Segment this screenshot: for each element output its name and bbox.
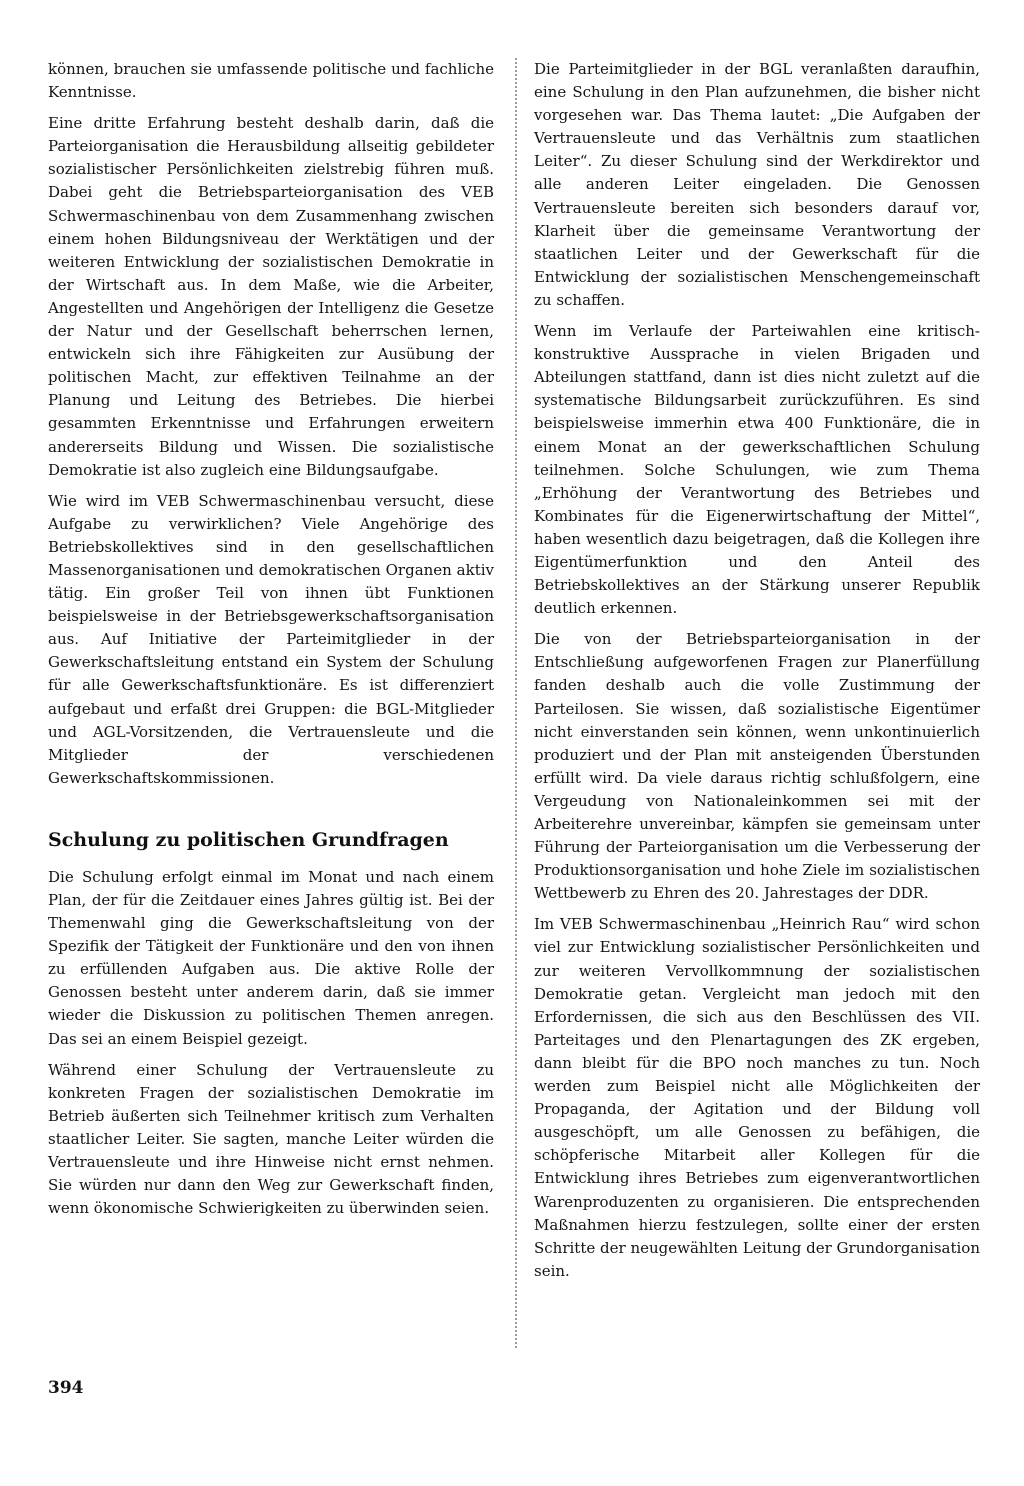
column-divider	[515, 58, 517, 1348]
paragraph: Wenn im Verlaufe der Parteiwahlen eine kritisch-konstruktive Aussprache in vielen Brigaden und Abteilungen stattfand, dann ist dies nicht zuletzt auf die systematische Bildungsarbeit zurückzuführen. Es sind beispielsweise immerhin etwa 400 Funktionäre, die in einem Monat an der gewerkschaftlichen Schulung teilnehmen. Solche Schulungen, wie zum Thema „Erhöhung der Verantwortung des Betriebes und Kombinates für die Eigenerwirtschaftung der Mittel“, haben wesentlich dazu beigetragen, daß die Kollegen ihre Eigentümerfunktion und den Anteil des Betriebskollektives an der Stärkung unserer Republik deutlich erkennen.	[534, 322, 980, 618]
paragraph: Die Schulung erfolgt einmal im Monat und nach einem Plan, der für die Zeitdauer eines Jahres gültig ist. Bei der Themenwahl ging die Gewerkschaftsleitung von der Spezifik der Tätigkeit der Funktionäre und den von ihnen zu erfüllenden Aufgaben aus. Die aktive Rolle der Genossen besteht unter anderem darin, daß sie immer wieder die Diskussion zu politischen Themen anregen. Das sei an einem Beispiel gezeigt.	[48, 867, 494, 1048]
paragraph: Die von der Betriebsparteiorganisation in der Entschließung aufgeworfenen Fragen zur Planerfüllung fanden deshalb auch die volle Zustimmung der Parteilosen. Sie wissen, daß sozialistische Eigentümer nicht einverstanden sein können, wenn unkontinuierlich produziert und der Plan mit ansteigenden Überstunden erfüllt wird. Da viele daraus richtig schlußfolgern, eine Vergeudung von Nationaleinkommen sei mit der Arbeiterehre unvereinbar, kämpfen sie gemeinsam unter Führung der Parteiorganisation um die Verbesserung der Produktionsorganisation und hohe Ziele im sozialistischen Wettbewerb zu Ehren des 20. Jahrestages der DDR.	[534, 630, 980, 903]
section-heading: Schulung zu politischen Grundfragen	[48, 828, 449, 851]
page-number: 394	[48, 1378, 84, 1398]
paragraph: Während einer Schulung der Vertrauensleute zu konkreten Fragen der sozialistischen Demokratie im Betrieb äußerten sich Teilnehmer kritisch zum Verhalten staatlicher Leiter. Sie sagten, manche Leiter würden die Vertrauensleute und ihre Hinweise nicht ernst nehmen. Sie würden nur dann den Weg zur Gewerkschaft finden, wenn ökonomische Schwierigkeiten zu überwinden seien.	[48, 1060, 494, 1218]
right-column	[534, 58, 980, 1291]
paragraph: Eine dritte Erfahrung besteht deshalb darin, daß die Parteiorganisation die Herausbildung allseitig gebildeter sozialistischer Persönlichkeiten zielstrebig führen muß. Dabei geht die Betriebsparteiorganisation des VEB Schwermaschinenbau von dem Zusammenhang zwischen einem hohen Bildungsniveau der Werktätigen und der weiteren Entwicklung der sozialistischen Demokratie in der Wirtschaft aus. In dem Maße, wie die Arbeiter, Angestellten und Angehörigen der Intelligenz die Gesetze der Natur und der Gesellschaft beherrschen lernen, entwickeln sich ihre Fähigkeiten zur Ausübung der politischen Macht, zur effektiven Teilnahme an der Planung und Leitung des Betriebes. Die hierbei gesammten Erkenntnisse und Erfahrungen erweitern andererseits Bildung und Wissen. Die sozialistische Demokratie ist also zugleich eine Bildungsaufgabe.	[48, 114, 494, 479]
paragraph: können, brauchen sie umfassende politische und fachliche Kenntnisse.	[48, 60, 494, 102]
paragraph: Die Parteimitglieder in der BGL veranlaßten daraufhin, eine Schulung in den Plan aufzunehmen, die bisher nicht vorgesehen war. Das Thema lautet: „Die Aufgaben der Vertrauensleute und das Verhältnis zum staatlichen Leiter“. Zu dieser Schulung sind der Werkdirektor und alle anderen Leiter eingeladen. Die Genossen Vertrauensleute bereiten sich besonders darauf vor, Klarheit über die gemeinsame Verantwortung der staatlichen Leiter und der Gewerkschaft für die Entwicklung der sozialistischen Menschengemeinschaft zu schaffen.	[534, 60, 980, 309]
left-column	[48, 58, 494, 1228]
paragraph: Wie wird im VEB Schwermaschinenbau versucht, diese Aufgabe zu verwirklichen? Viele Angehörige des Betriebskollektives sind in den gesellschaftlichen Massenorganisationen und demokratischen Organen aktiv tätig. Ein großer Teil von ihnen übt Funktionen beispielsweise in der Betriebsgewerkschaftsorganisation aus. Auf Initiative der Parteimitglieder in der Gewerkschaftsleitung entstand ein System der Schulung für alle Gewerkschaftsfunktionäre. Es ist differenziert aufgebaut und erfaßt drei Gruppen: die BGL-Mitglieder und AGL-Vorsitzenden, die Vertrauensleute und die Mitglieder der verschiedenen Gewerkschaftskommissionen.	[48, 491, 494, 787]
paragraph: Im VEB Schwermaschinenbau „Heinrich Rau“ wird schon viel zur Entwicklung sozialistischer Persönlichkeiten und zur weiteren Vervollkommnung der sozialistischen Demokratie getan. Vergleicht man jedoch mit den Erfordernissen, die sich aus den Beschlüssen des VII. Parteitages und den Plenartagungen des ZK ergeben, dann bleibt für die BPO noch manches zu tun. Noch werden zum Beispiel nicht alle Möglichkeiten der Propaganda, der Agitation und der Bildung voll ausgeschöpft, um alle Genossen zu befähigen, die schöpferische Mitarbeit aller Kollegen für die Entwicklung ihres Betriebes zum eigenverantwortlichen Warenproduzenten zu organisieren. Die entsprechenden Maßnahmen hierzu festzulegen, sollte einer der ersten Schritte der neugewählten Leitung der Grundorganisation sein.	[534, 915, 980, 1280]
